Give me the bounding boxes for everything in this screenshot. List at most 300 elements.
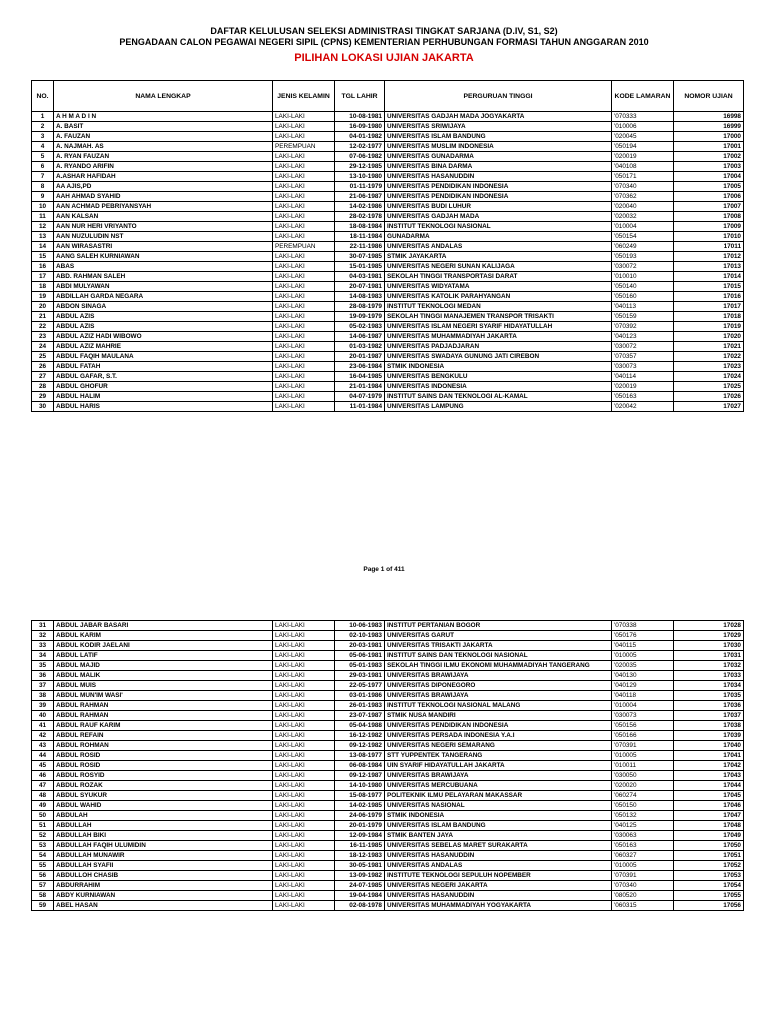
cell-nomor-ujian: 17028 xyxy=(674,621,744,631)
cell-jenis-kelamin: LAKI-LAKI xyxy=(273,821,335,831)
table-row xyxy=(32,152,744,162)
cell-jenis-kelamin: LAKI-LAKI xyxy=(273,352,335,362)
cell-kode-lamaran: '070340 xyxy=(612,881,674,891)
cell-nomor-ujian: 17013 xyxy=(674,262,744,272)
cell-nomor-ujian: 17043 xyxy=(674,771,744,781)
cell-jenis-kelamin: LAKI-LAKI xyxy=(273,901,335,911)
cell-tgl-lahir: 22-11-1986 xyxy=(335,242,385,252)
cell-nama: ABDUL MUN'IM WASI' xyxy=(54,691,273,701)
cell-tgl-lahir: 30-07-1985 xyxy=(335,252,385,262)
table-row xyxy=(32,771,744,781)
cell-tgl-lahir: 20-01-1979 xyxy=(335,821,385,831)
cell-nama: ABDULLAH BIKI xyxy=(54,831,273,841)
cell-jenis-kelamin: LAKI-LAKI xyxy=(273,851,335,861)
cell-perguruan-tinggi: UNIVERSITAS BRAWIJAYA xyxy=(385,671,612,681)
cell-nama: ABEL HASAN xyxy=(54,901,273,911)
cell-kode-lamaran: '020020 xyxy=(612,781,674,791)
cell-jenis-kelamin: LAKI-LAKI xyxy=(273,681,335,691)
cell-jenis-kelamin: LAKI-LAKI xyxy=(273,162,335,172)
cell-nama: A. FAUZAN xyxy=(54,132,273,142)
cell-nama: ABDULLAH MUNAWIR xyxy=(54,851,273,861)
cell-nama: A. RYANDO ARIFIN xyxy=(54,162,273,172)
cell-tgl-lahir: 28-08-1979 xyxy=(335,302,385,312)
cell-jenis-kelamin: LAKI-LAKI xyxy=(273,691,335,701)
cell-no: 57 xyxy=(32,881,54,891)
cell-nama: ABDUL AZIZ MAHRIE xyxy=(54,342,273,352)
table-row xyxy=(32,262,744,272)
table-row xyxy=(32,801,744,811)
cell-no: 54 xyxy=(32,851,54,861)
cell-jenis-kelamin: LAKI-LAKI xyxy=(273,192,335,202)
cell-tgl-lahir: 02-08-1978 xyxy=(335,901,385,911)
cell-nama: ABDULLAH FAQIH ULUMIDIN xyxy=(54,841,273,851)
cell-tgl-lahir: 05-01-1983 xyxy=(335,661,385,671)
cell-jenis-kelamin: LAKI-LAKI xyxy=(273,372,335,382)
cell-no: 9 xyxy=(32,192,54,202)
cell-no: 55 xyxy=(32,861,54,871)
cell-jenis-kelamin: LAKI-LAKI xyxy=(273,202,335,212)
cell-jenis-kelamin: LAKI-LAKI xyxy=(273,651,335,661)
cell-perguruan-tinggi: UNIVERSITAS GUNADARMA xyxy=(385,152,612,162)
cell-jenis-kelamin: LAKI-LAKI xyxy=(273,711,335,721)
table-row xyxy=(32,172,744,182)
cell-nama: ABDURRAHIM xyxy=(54,881,273,891)
cell-tgl-lahir: 04-07-1979 xyxy=(335,392,385,402)
cell-no: 16 xyxy=(32,262,54,272)
cell-no: 44 xyxy=(32,751,54,761)
cell-nama: A. BASIT xyxy=(54,122,273,132)
cell-perguruan-tinggi: UIN SYARIF HIDAYATULLAH JAKARTA xyxy=(385,761,612,771)
table-row xyxy=(32,222,744,232)
cell-perguruan-tinggi: UNIVERSITAS MUHAMMADIYAH JAKARTA xyxy=(385,332,612,342)
cell-kode-lamaran: '020019 xyxy=(612,152,674,162)
col-header-tgl: TGL LAHIR xyxy=(335,81,385,112)
cell-nama: ABDUL RAHMAN xyxy=(54,701,273,711)
cell-jenis-kelamin: LAKI-LAKI xyxy=(273,292,335,302)
table-row xyxy=(32,242,744,252)
cell-jenis-kelamin: LAKI-LAKI xyxy=(273,322,335,332)
cell-jenis-kelamin: LAKI-LAKI xyxy=(273,621,335,631)
cell-nama: AAH AHMAD SYAHID xyxy=(54,192,273,202)
cell-nomor-ujian: 17001 xyxy=(674,142,744,152)
cell-kode-lamaran: '050193 xyxy=(612,252,674,262)
cell-kode-lamaran: '010011 xyxy=(612,761,674,771)
cell-kode-lamaran: '040125 xyxy=(612,821,674,831)
cell-nama: ABDUL HARIS xyxy=(54,402,273,412)
table-row xyxy=(32,671,744,681)
cell-nomor-ujian: 17049 xyxy=(674,831,744,841)
cell-nama: ABDULAH xyxy=(54,811,273,821)
table-row xyxy=(32,831,744,841)
cell-perguruan-tinggi: UNIVERSITAS DIPONEGORO xyxy=(385,681,612,691)
table-row xyxy=(32,711,744,721)
table-row xyxy=(32,322,744,332)
cell-jenis-kelamin: LAKI-LAKI xyxy=(273,232,335,242)
cell-perguruan-tinggi: UNIVERSITAS BRAWIJAYA xyxy=(385,691,612,701)
table-row xyxy=(32,641,744,651)
cell-jenis-kelamin: LAKI-LAKI xyxy=(273,671,335,681)
cell-tgl-lahir: 23-06-1984 xyxy=(335,362,385,372)
table-row xyxy=(32,861,744,871)
cell-kode-lamaran: '060249 xyxy=(612,242,674,252)
table-row xyxy=(32,781,744,791)
cell-nomor-ujian: 17034 xyxy=(674,681,744,691)
cell-nomor-ujian: 17051 xyxy=(674,851,744,861)
cell-jenis-kelamin: LAKI-LAKI xyxy=(273,152,335,162)
cell-nama: ABDULLAH xyxy=(54,821,273,831)
cell-nama: ABDUL RAHMAN xyxy=(54,711,273,721)
cell-perguruan-tinggi: UNIVERSITAS ISLAM NEGERI SYARIF HIDAYATULLAH xyxy=(385,322,612,332)
cell-nama: AA AJIS,PD xyxy=(54,182,273,192)
cell-nama: A.ASHAR HAFIDAH xyxy=(54,172,273,182)
page-number: Page 1 of 411 xyxy=(363,566,405,573)
table-header-row xyxy=(32,81,744,112)
cell-perguruan-tinggi: STMIK BANTEN JAYA xyxy=(385,831,612,841)
col-header-no: NO. xyxy=(32,81,54,112)
cell-tgl-lahir: 14-10-1980 xyxy=(335,781,385,791)
cell-no: 38 xyxy=(32,691,54,701)
cell-kode-lamaran: '050194 xyxy=(612,142,674,152)
cell-nama: AAN ACHMAD PEBRIYANSYAH xyxy=(54,202,273,212)
cell-tgl-lahir: 18-11-1984 xyxy=(335,232,385,242)
table-row xyxy=(32,192,744,202)
cell-nomor-ujian: 17053 xyxy=(674,871,744,881)
table-row xyxy=(32,691,744,701)
cell-nama: ABDUL AZIZ HADI WIBOWO xyxy=(54,332,273,342)
cell-kode-lamaran: '040113 xyxy=(612,302,674,312)
table-row xyxy=(32,741,744,751)
cell-kode-lamaran: '070391 xyxy=(612,871,674,881)
cell-kode-lamaran: '020035 xyxy=(612,661,674,671)
cell-nama: ABDUL KARIM xyxy=(54,631,273,641)
cell-perguruan-tinggi: UNIVERSITAS INDONESIA xyxy=(385,382,612,392)
document-header xyxy=(0,26,768,66)
cell-tgl-lahir: 18-08-1984 xyxy=(335,222,385,232)
cell-no: 59 xyxy=(32,901,54,911)
cell-jenis-kelamin: PEREMPUAN xyxy=(273,242,335,252)
cell-kode-lamaran: '060274 xyxy=(612,791,674,801)
cell-no: 18 xyxy=(32,282,54,292)
cell-perguruan-tinggi: UNIVERSITAS SRIWIJAYA xyxy=(385,122,612,132)
cell-tgl-lahir: 29-03-1981 xyxy=(335,671,385,681)
cell-jenis-kelamin: LAKI-LAKI xyxy=(273,881,335,891)
table-row xyxy=(32,621,744,631)
cell-nomor-ujian: 17011 xyxy=(674,242,744,252)
cell-nomor-ujian: 17016 xyxy=(674,292,744,302)
cell-tgl-lahir: 10-06-1983 xyxy=(335,621,385,631)
cell-tgl-lahir: 18-12-1983 xyxy=(335,851,385,861)
cell-nomor-ujian: 17009 xyxy=(674,222,744,232)
cell-nama: ABDUL ROSID xyxy=(54,751,273,761)
cell-perguruan-tinggi: UNIVERSITAS BRAWIJAYA xyxy=(385,771,612,781)
table-row xyxy=(32,681,744,691)
cell-nama: ABDUL JABAR BASARI xyxy=(54,621,273,631)
table-row xyxy=(32,142,744,152)
cell-nama: ABDUL ROSID xyxy=(54,761,273,771)
cell-kode-lamaran: '070340 xyxy=(612,182,674,192)
cell-no: 23 xyxy=(32,332,54,342)
cell-no: 33 xyxy=(32,641,54,651)
cell-nomor-ujian: 17007 xyxy=(674,202,744,212)
header-line-1: DAFTAR KELULUSAN SELEKSI ADMINISTRASI TINGKAT SARJANA (D.IV, S1, S2) xyxy=(210,26,558,36)
cell-kode-lamaran: '010006 xyxy=(612,122,674,132)
cell-kode-lamaran: '030072 xyxy=(612,262,674,272)
cell-perguruan-tinggi: UNIVERSITAS PENDIDIKAN INDONESIA xyxy=(385,192,612,202)
cell-nama: AANG SALEH KURNIAWAN xyxy=(54,252,273,262)
cell-tgl-lahir: 03-01-1986 xyxy=(335,691,385,701)
col-header-nomor: NOMOR UJIAN xyxy=(674,81,744,112)
cell-jenis-kelamin: LAKI-LAKI xyxy=(273,112,335,122)
cell-nomor-ujian: 16999 xyxy=(674,122,744,132)
table-row xyxy=(32,312,744,322)
col-header-pt: PERGURUAN TINGGI xyxy=(385,81,612,112)
cell-kode-lamaran: '050166 xyxy=(612,731,674,741)
cell-kode-lamaran: '050159 xyxy=(612,312,674,322)
cell-kode-lamaran: '030050 xyxy=(612,771,674,781)
table-row xyxy=(32,362,744,372)
cell-perguruan-tinggi: GUNADARMA xyxy=(385,232,612,242)
cell-nomor-ujian: 17004 xyxy=(674,172,744,182)
cell-no: 12 xyxy=(32,222,54,232)
table-row xyxy=(32,332,744,342)
cell-tgl-lahir: 19-09-1979 xyxy=(335,312,385,322)
cell-jenis-kelamin: LAKI-LAKI xyxy=(273,831,335,841)
cell-nama: ABAS xyxy=(54,262,273,272)
cell-no: 26 xyxy=(32,362,54,372)
cell-nama: ABDUL MALIK xyxy=(54,671,273,681)
table-row xyxy=(32,382,744,392)
cell-jenis-kelamin: PEREMPUAN xyxy=(273,142,335,152)
table-row xyxy=(32,302,744,312)
cell-no: 24 xyxy=(32,342,54,352)
cell-tgl-lahir: 04-03-1981 xyxy=(335,272,385,282)
cell-kode-lamaran: '050156 xyxy=(612,721,674,731)
cell-kode-lamaran: '040130 xyxy=(612,671,674,681)
cell-kode-lamaran: '070338 xyxy=(612,621,674,631)
cell-perguruan-tinggi: SEKOLAH TINGGI ILMU EKONOMI MUHAMMADIYAH TANGERANG xyxy=(385,661,612,671)
cell-nama: ABDILLAH GARDA NEGARA xyxy=(54,292,273,302)
cell-kode-lamaran: '030073 xyxy=(612,362,674,372)
cell-nomor-ujian: 17010 xyxy=(674,232,744,242)
cell-kode-lamaran: '030063 xyxy=(612,831,674,841)
cell-nomor-ujian: 17008 xyxy=(674,212,744,222)
cell-nomor-ujian: 17025 xyxy=(674,382,744,392)
cell-perguruan-tinggi: UNIVERSITAS PENDIDIKAN INDONESIA xyxy=(385,182,612,192)
cell-tgl-lahir: 20-03-1981 xyxy=(335,641,385,651)
table-row xyxy=(32,661,744,671)
cell-nomor-ujian: 17036 xyxy=(674,701,744,711)
cell-perguruan-tinggi: INSTITUT PERTANIAN BOGOR xyxy=(385,621,612,631)
cell-jenis-kelamin: LAKI-LAKI xyxy=(273,132,335,142)
cell-perguruan-tinggi: UNIVERSITAS PERSADA INDONESIA Y.A.I xyxy=(385,731,612,741)
cell-nomor-ujian: 17000 xyxy=(674,132,744,142)
cell-no: 15 xyxy=(32,252,54,262)
cell-tgl-lahir: 29-12-1985 xyxy=(335,162,385,172)
cell-no: 46 xyxy=(32,771,54,781)
cell-tgl-lahir: 10-08-1981 xyxy=(335,112,385,122)
cell-perguruan-tinggi: UNIVERSITAS LAMPUNG xyxy=(385,402,612,412)
cell-tgl-lahir: 24-06-1979 xyxy=(335,811,385,821)
results-table-page-1 xyxy=(31,80,744,412)
cell-kode-lamaran: '050176 xyxy=(612,631,674,641)
cell-perguruan-tinggi: INSTITUT TEKNOLOGI MEDAN xyxy=(385,302,612,312)
cell-tgl-lahir: 16-04-1985 xyxy=(335,372,385,382)
cell-jenis-kelamin: LAKI-LAKI xyxy=(273,342,335,352)
cell-no: 2 xyxy=(32,122,54,132)
table-row xyxy=(32,811,744,821)
table-row xyxy=(32,272,744,282)
cell-tgl-lahir: 09-12-1987 xyxy=(335,771,385,781)
cell-jenis-kelamin: LAKI-LAKI xyxy=(273,182,335,192)
cell-tgl-lahir: 02-10-1983 xyxy=(335,631,385,641)
cell-nomor-ujian: 17046 xyxy=(674,801,744,811)
cell-no: 13 xyxy=(32,232,54,242)
cell-kode-lamaran: '080520 xyxy=(612,891,674,901)
cell-nomor-ujian: 17047 xyxy=(674,811,744,821)
cell-perguruan-tinggi: STT YUPPENTEK TANGERANG xyxy=(385,751,612,761)
cell-perguruan-tinggi: UNIVERSITAS ANDALAS xyxy=(385,242,612,252)
cell-nomor-ujian: 17037 xyxy=(674,711,744,721)
cell-kode-lamaran: '010005 xyxy=(612,751,674,761)
cell-jenis-kelamin: LAKI-LAKI xyxy=(273,402,335,412)
col-header-kode: KODE LAMARAN xyxy=(612,81,674,112)
cell-no: 17 xyxy=(32,272,54,282)
cell-nomor-ujian: 17017 xyxy=(674,302,744,312)
cell-no: 52 xyxy=(32,831,54,841)
cell-nama: ABDUL FATAH xyxy=(54,362,273,372)
cell-tgl-lahir: 14-02-1986 xyxy=(335,202,385,212)
table-row xyxy=(32,881,744,891)
cell-nomor-ujian: 17024 xyxy=(674,372,744,382)
cell-kode-lamaran: '060315 xyxy=(612,901,674,911)
cell-nama: ABDUL RAUF KARIM xyxy=(54,721,273,731)
cell-kode-lamaran: '010005 xyxy=(612,651,674,661)
cell-nomor-ujian: 17023 xyxy=(674,362,744,372)
cell-kode-lamaran: '010004 xyxy=(612,222,674,232)
cell-tgl-lahir: 23-07-1987 xyxy=(335,711,385,721)
cell-nama: AAN NUR HERI VRIYANTO xyxy=(54,222,273,232)
cell-tgl-lahir: 12-02-1977 xyxy=(335,142,385,152)
cell-no: 49 xyxy=(32,801,54,811)
cell-nama: A. RYAN FAUZAN xyxy=(54,152,273,162)
cell-jenis-kelamin: LAKI-LAKI xyxy=(273,362,335,372)
cell-tgl-lahir: 06-08-1984 xyxy=(335,761,385,771)
cell-no: 6 xyxy=(32,162,54,172)
cell-jenis-kelamin: LAKI-LAKI xyxy=(273,801,335,811)
cell-no: 34 xyxy=(32,651,54,661)
cell-perguruan-tinggi: UNIVERSITAS ISLAM BANDUNG xyxy=(385,132,612,142)
cell-tgl-lahir: 05-04-1988 xyxy=(335,721,385,731)
cell-perguruan-tinggi: UNIVERSITAS GARUT xyxy=(385,631,612,641)
cell-no: 4 xyxy=(32,142,54,152)
cell-jenis-kelamin: LAKI-LAKI xyxy=(273,212,335,222)
cell-perguruan-tinggi: UNIVERSITAS HASANUDDIN xyxy=(385,891,612,901)
cell-tgl-lahir: 21-01-1984 xyxy=(335,382,385,392)
table-row xyxy=(32,841,744,851)
table-row xyxy=(32,851,744,861)
cell-jenis-kelamin: LAKI-LAKI xyxy=(273,332,335,342)
cell-perguruan-tinggi: UNIVERSITAS NASIONAL xyxy=(385,801,612,811)
cell-no: 5 xyxy=(32,152,54,162)
cell-tgl-lahir: 07-06-1982 xyxy=(335,152,385,162)
cell-no: 1 xyxy=(32,112,54,122)
cell-nomor-ujian: 17022 xyxy=(674,352,744,362)
table-row xyxy=(32,891,744,901)
cell-nomor-ujian: 17050 xyxy=(674,841,744,851)
cell-tgl-lahir: 28-02-1978 xyxy=(335,212,385,222)
cell-jenis-kelamin: LAKI-LAKI xyxy=(273,631,335,641)
table-row xyxy=(32,212,744,222)
cell-nomor-ujian: 17027 xyxy=(674,402,744,412)
table-row xyxy=(32,701,744,711)
cell-kode-lamaran: '050132 xyxy=(612,811,674,821)
cell-no: 28 xyxy=(32,382,54,392)
cell-nomor-ujian: 17042 xyxy=(674,761,744,771)
cell-jenis-kelamin: LAKI-LAKI xyxy=(273,661,335,671)
cell-no: 19 xyxy=(32,292,54,302)
table-row xyxy=(32,721,744,731)
cell-kode-lamaran: '070333 xyxy=(612,112,674,122)
cell-kode-lamaran: '020019 xyxy=(612,382,674,392)
cell-tgl-lahir: 13-08-1977 xyxy=(335,751,385,761)
cell-perguruan-tinggi: INSTITUT TEKNOLOGI NASIONAL xyxy=(385,222,612,232)
table-row xyxy=(32,631,744,641)
cell-perguruan-tinggi: UNIVERSITAS TRISAKTI JAKARTA xyxy=(385,641,612,651)
cell-nama: AAN WIRASASTRI xyxy=(54,242,273,252)
cell-nomor-ujian: 17038 xyxy=(674,721,744,731)
cell-nama: ABD. RAHMAN SALEH xyxy=(54,272,273,282)
cell-nama: ABDUL HALIM xyxy=(54,392,273,402)
cell-no: 45 xyxy=(32,761,54,771)
cell-nama: ABDUL KODIR JAELANI xyxy=(54,641,273,651)
table-row xyxy=(32,761,744,771)
cell-nomor-ujian: 17021 xyxy=(674,342,744,352)
cell-jenis-kelamin: LAKI-LAKI xyxy=(273,701,335,711)
cell-no: 40 xyxy=(32,711,54,721)
cell-nomor-ujian: 17030 xyxy=(674,641,744,651)
cell-kode-lamaran: '020032 xyxy=(612,212,674,222)
cell-jenis-kelamin: LAKI-LAKI xyxy=(273,871,335,881)
cell-perguruan-tinggi: INSTITUT SAINS DAN TEKNOLOGI AL-KAMAL xyxy=(385,392,612,402)
cell-no: 51 xyxy=(32,821,54,831)
cell-no: 36 xyxy=(32,671,54,681)
cell-nama: AAN NUZULUDIN NST xyxy=(54,232,273,242)
cell-nama: ABDUL AZIS xyxy=(54,322,273,332)
cell-perguruan-tinggi: INSTITUTE TEKNOLOGI SEPULUH NOPEMBER xyxy=(385,871,612,881)
cell-nama: AAN KALSAN xyxy=(54,212,273,222)
cell-perguruan-tinggi: UNIVERSITAS HASANUDDIN xyxy=(385,172,612,182)
cell-jenis-kelamin: LAKI-LAKI xyxy=(273,841,335,851)
cell-nama: ABDY KURNIAWAN xyxy=(54,891,273,901)
cell-kode-lamaran: '030072 xyxy=(612,342,674,352)
cell-no: 20 xyxy=(32,302,54,312)
cell-jenis-kelamin: LAKI-LAKI xyxy=(273,312,335,322)
cell-jenis-kelamin: LAKI-LAKI xyxy=(273,891,335,901)
cell-tgl-lahir: 19-04-1984 xyxy=(335,891,385,901)
table-row xyxy=(32,392,744,402)
cell-jenis-kelamin: LAKI-LAKI xyxy=(273,641,335,651)
cell-jenis-kelamin: LAKI-LAKI xyxy=(273,172,335,182)
cell-no: 41 xyxy=(32,721,54,731)
cell-nama: ABDUL SYUKUR xyxy=(54,791,273,801)
cell-tgl-lahir: 15-08-1977 xyxy=(335,791,385,801)
cell-perguruan-tinggi: UNIVERSITAS HASANUDDIN xyxy=(385,851,612,861)
cell-nomor-ujian: 17012 xyxy=(674,252,744,262)
cell-perguruan-tinggi: UNIVERSITAS GADJAH MADA JOGYAKARTA xyxy=(385,112,612,122)
table-row xyxy=(32,402,744,412)
cell-tgl-lahir: 01-03-1982 xyxy=(335,342,385,352)
cell-no: 29 xyxy=(32,392,54,402)
